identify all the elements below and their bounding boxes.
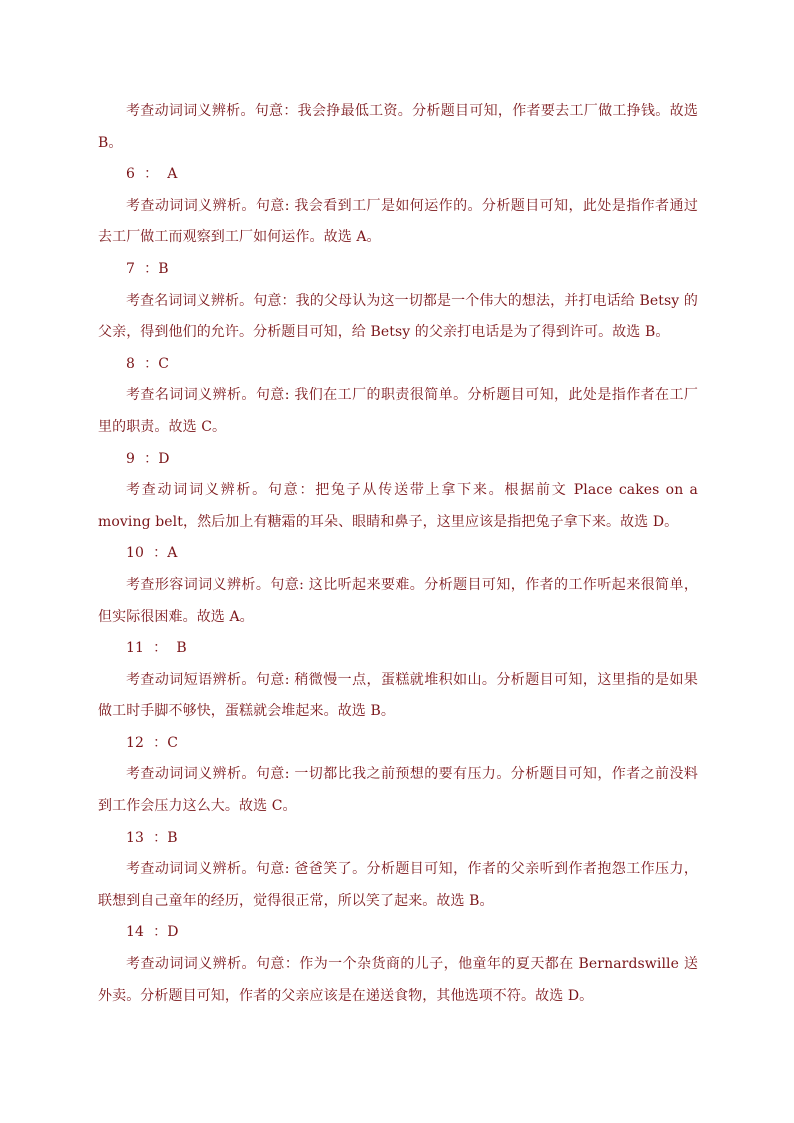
explanation-14: 考查动词词义辨析。句意：作为一个杂货商的儿子，他童年的夏天都在 Bernardswille 送外卖。分析题目可知，作者的父亲应该是在递送食物，其他选项不符。故选 D。 [98,956,698,1004]
explanation-6: 考查动词词义辨析。句意: 我会看到工厂是如何运作的。分析题目可知，此处是指作者通过去工厂做工而观察到工厂如何运作。故选 A。 [98,197,698,246]
answer-8: 8 ：C [126,355,170,372]
explanation-12: 考查动词词义辨析。句意: 一切都比我之前预想的要有压力。分析题目可知，作者之前没料到工作会压力这么大。故选 C。 [98,766,698,815]
explanation-10: 考查形容词词义辨析。句意: 这比听起来要难。分析题目可知，作者的工作听起来很简单，但实际很困难。故选 A。 [98,576,698,625]
answer-10: 10 ：A [126,545,178,562]
answer-14: 14 ：D [126,924,179,941]
explanation-8: 考查名词词义辨析。句意: 我们在工厂的职责很简单。分析题目可知，此处是指作者在工厂里的职责。故选 C。 [98,387,698,435]
explanation-7: 考查名词词义辨析。句意：我的父母认为这一切都是一个伟大的想法，并打电话给 Betsy 的父亲，得到他们的允许。分析题目可知，给 Betsy 的父亲打电话是为了得到许可。故选 B。 [98,292,698,341]
explanation-11: 考查动词短语辨析。句意: 稍微慢一点，蛋糕就堆积如山。分析题目可知，这里指的是如果做工时手脚不够快，蛋糕就会堆起来。故选 B。 [98,671,698,720]
answer-explanations [98,96,698,1012]
answer-6: 6 ： A [126,166,178,183]
answer-12: 12 ：C [126,734,179,751]
answer-7: 7 ：B [126,260,169,277]
answer-11: 11 ： B [126,640,187,657]
answer-13: 13 ：B [126,829,178,846]
explanation-5: 考查动词词义辨析。句意：我会挣最低工资。分析题目可知，作者要去工厂做工挣钱。故选 B。 [98,103,698,151]
answer-9: 9 ：D [126,450,170,467]
explanation-13: 考查动词词义辨析。句意: 爸爸笑了。分析题目可知，作者的父亲听到作者抱怨工作压力，联想到自己童年的经历，觉得很正常，所以笑了起来。故选 B。 [98,861,698,909]
explanation-9: 考查动词词义辨析。句意：把兔子从传送带上拿下来。根据前文 Place cakes on a moving belt，然后加上有糖霜的耳朵、眼睛和鼻子，这里应该是指把兔子拿下来。故选 D。 [98,482,698,530]
